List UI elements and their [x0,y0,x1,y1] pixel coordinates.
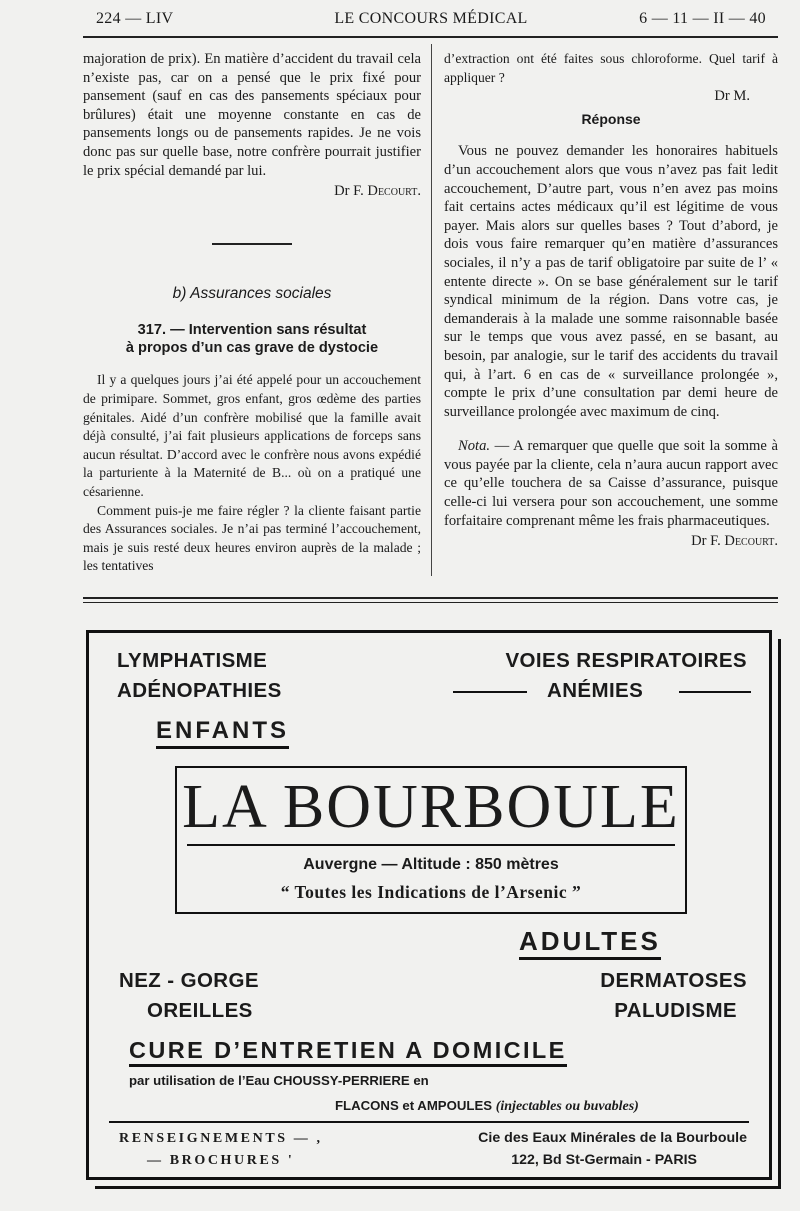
ad-voies-respiratoires: VOIES RESPIRATOIRES [505,649,747,672]
section-title: b) Assurances sociales [172,284,332,302]
article-end-rule-thin [83,602,778,603]
ad-compagnie: Cie des Eaux Minérales de la Bourboule [478,1130,747,1146]
advertisement-la-bourboule [86,630,772,1180]
right-paragraph-1: d’extraction ont été faites sous chloroforme. Quel tarif à appliquer ? [444,51,778,85]
ad-paludisme: PALUDISME [614,999,737,1022]
ad-adultes: ADULTES [519,926,661,960]
page-number: 224 — LIV [96,10,174,27]
signature-decourt-1: Dr F. Decourt. [334,183,421,200]
ad-brochures: — BROCHURES ' [147,1153,295,1168]
right-paragraph-2: Vous ne pouvez demander les honoraires habituels d’un accouchement alors que vous n’avez pas fait ledit accouchement, D’autre part, vous n’en avez pas moins fait certains actes médicaux qu’il est légitime de vous payer. Mais alors sur quelles bases ? Tout d’abord, je dois vous faire remarquer qu’en matière d’assurances sociales, il n’y a pas de tarif obligatoire par suite de l’ « entente directe ». On se base généralement sur le tarif syndical minimum de la région. Dans votre cas, je demanderais à la malade une somme raisonnable basée sur le temps que vous avez passé, en se basant, au besoin, par analogie, sur le tarif des accidents du travail qui, à l’art. 6 en cas de « surveillance prolongée », compte le prix d’une consultation par demi heure de surveillance prolongée avec maximum de cinq. [444,143,778,420]
ad-enfants: ENFANTS [156,717,289,749]
issue-date: 6 — 11 — II — 40 [639,10,766,27]
left-paragraph-3: Comment puis-je me faire régler ? la cliente faisant partie des Assurances sociales. Je n’ai pas terminé l’accouchement, mais je suis resté deux heures environ auprès de la malade ; les tentatives [83,502,421,574]
nota-paragraph: Nota. — A remarquer que quelle que soit la somme à vous payée par la cliente, cela n’aura aucun rapport avec ce qu’elle touchera de sa Caisse d’assurance, puisque celle-ci lui versera pour son accouchement, une somme forfaitaire comprenant même les frais pharmaceutiques. [444,438,778,529]
ad-par-utilisation: par utilisation de l’Eau CHOUSSY-PERRIERE en [129,1073,429,1088]
ad-adenopathies: ADÉNOPATHIES [117,679,282,702]
ad-address: 122, Bd St-Germain - PARIS [511,1152,697,1168]
ad-dermatoses: DERMATOSES [600,969,747,992]
journal-title: LE CONCOURS MÉDICAL [334,10,528,27]
column-divider [431,44,432,576]
ad-dash-left [453,691,527,693]
article-end-rule [83,597,778,599]
ad-dash-right [679,691,751,693]
ad-cure-domicile: CURE D’ENTRETIEN A DOMICILE [129,1037,567,1067]
ad-brand-name: LA BOURBOULE [182,773,680,841]
nota-label: Nota. [458,438,491,455]
ad-brand-box [175,766,687,914]
ad-oreilles: OREILLES [147,999,253,1022]
ad-lymphatisme: LYMPHATISME [117,649,268,672]
left-column [83,50,421,576]
ad-indications: “ Toutes les Indications de l’Arsenic ” [280,882,582,902]
running-header [96,10,766,32]
ad-renseignements: RENSEIGNEMENTS — , [119,1131,323,1146]
header-rule [83,36,778,38]
reponse-heading: Réponse [581,110,641,127]
left-paragraph-2: Il y a quelques jours j’ai été appelé pour un accouchement de primipare. Sommet, gros enfant, gros œdème des parties génitales. Aidé d’un confrère mobilisé que la famille avait déjà consulté, j’ai fait plusieurs applications de forceps sans aucun résultat. D’accord avec le confrère nous avons expédié la parturiente à la Maternité de B... où on a pratiqué une césarienne. [83,372,421,499]
ad-flacons-line: FLACONS et AMPOULES (injectables ou buvables) [335,1098,639,1114]
right-column [444,50,778,551]
left-paragraph-1: majoration de prix). En matière d’accident du travail cela n’existe pas, car on a pensé que le prix fixé pour pansement (sauf en cas des pansements spéciaux pour brûlures) était une moyenne constante en cas de pansements longs ou de pansements rapides. Je ne vois donc pas sur quelle base, notre confrère pourrait justifier le prix spécial demandé par lui. [83,51,421,179]
ad-nez-gorge: NEZ - GORGE [119,969,259,992]
ad-anemies: ANÉMIES [547,679,644,702]
ad-altitude: Auvergne — Altitude : 850 mètres [303,856,559,873]
section-divider [212,243,292,245]
signature-decourt-2: Dr F. Decourt. [691,533,778,550]
ad-brand-rule [187,844,675,846]
signature-m: Dr M. [714,88,750,105]
question-title: 317. — Intervention sans résultat à propos d’un cas grave de dystocie [125,322,379,357]
ad-footer-rule [109,1121,749,1123]
